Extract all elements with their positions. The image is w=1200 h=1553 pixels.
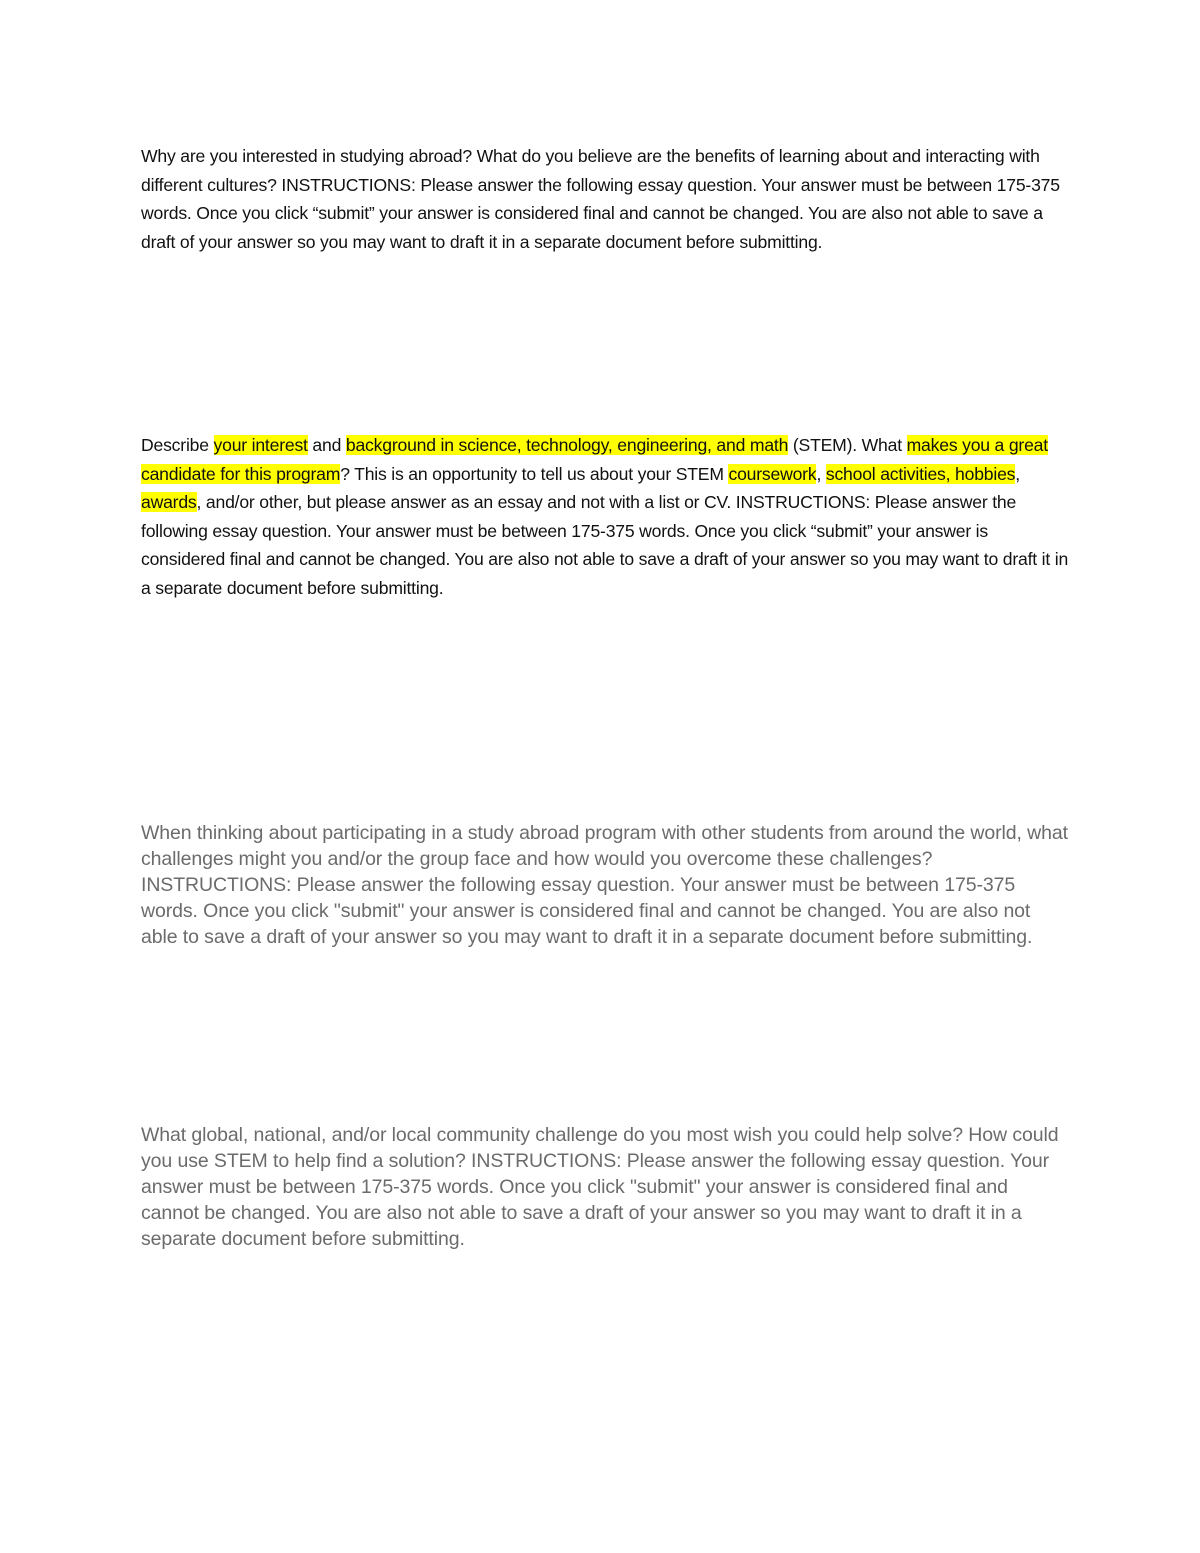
question-2-segment: , and/or other, but please answer as an essay and not with a list or CV. INSTRUCTIONS: Please answer the following essay question. Your answer must be between 175-375 words. Once you click “submit” your answer is considered final and cannot be changed. You are also not able to save a draft of your answer so you may want to draft it in a separate document before submitting. (141, 492, 1069, 598)
highlighted-phrase: school activities, hobbies (825, 463, 1016, 484)
essay-question-3: When thinking about participating in a study abroad program with other students from around the world, what challenges might you and/or the group face and how would you overcome these challenges? INSTRUCTIONS: Please answer the following essay question. Your answer must be between 175-375 words. Once you click "submit" your answer is considered final and cannot be changed. You are also not able to save a draft of your answer so you may want to draft it in a separate document before submitting. (141, 822, 1068, 948)
highlighted-phrase: coursework (728, 463, 817, 484)
question-2-segment: (STEM). What (788, 435, 907, 455)
question-2-segment: , (1015, 463, 1020, 484)
highlighted-phrase: your interest (213, 435, 308, 455)
essay-question-1: Why are you interested in studying abroad? What do you believe are the benefits of learning about and interacting with different cultures? INSTRUCTIONS: Please answer the following essay question. Your answer must be between 175-375 words. Once you click “submit” your answer is considered final and cannot be changed. You are also not able to save a draft of your answer so you may want to draft it in a separate document before submitting. (141, 146, 1060, 252)
highlighted-phrase: awards (141, 492, 197, 512)
question-2-segment: Describe (141, 435, 214, 455)
essay-question-4: What global, national, and/or local community challenge do you most wish you could help solve? How could you use STEM to help find a solution? INSTRUCTIONS: Please answer the following essay question. Your answer must be between 175-375 words. Once you click "submit" your answer is considered final and cannot be changed. You are also not able to save a draft of your answer so you may want to draft it in a separate document before submitting. (141, 1124, 1059, 1250)
question-2-segment: ? This is an opportunity to tell us about your STEM (340, 463, 729, 484)
question-2-segment: and (307, 435, 346, 455)
highlighted-phrase: background in science, technology, engineering, and math (345, 435, 789, 455)
essay-question-2 (141, 431, 1071, 602)
highlighted-phrase: makes you a great candidate for this program (141, 435, 1048, 484)
question-2-segment: , (816, 463, 826, 484)
